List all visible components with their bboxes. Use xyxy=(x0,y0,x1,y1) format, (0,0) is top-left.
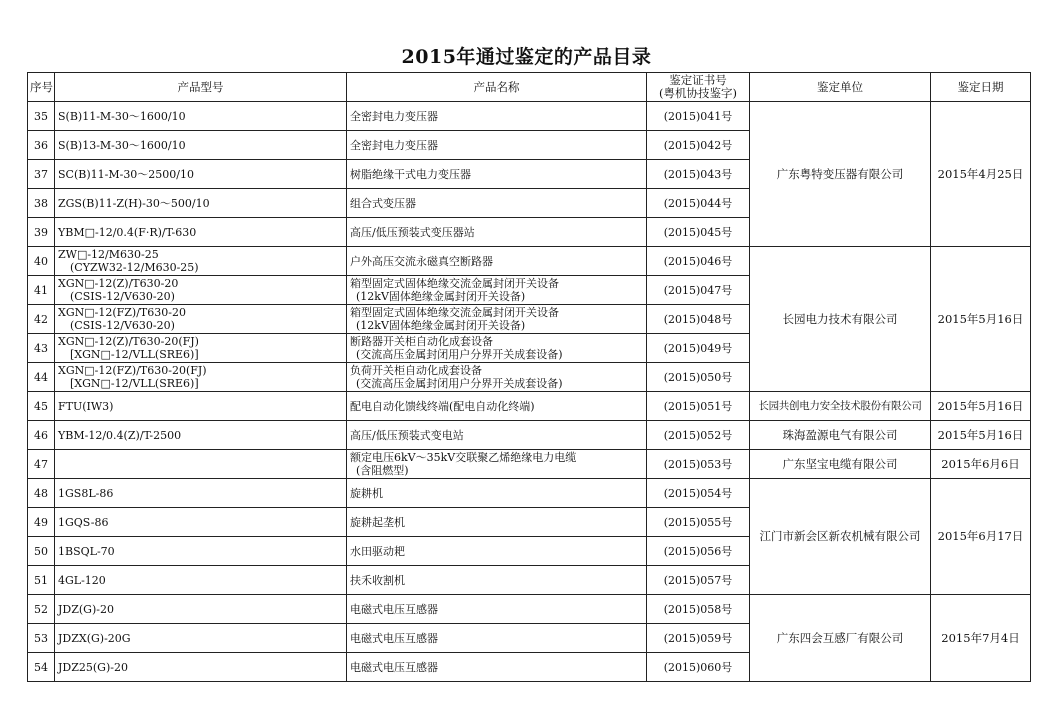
cell-cert: (2015)042号 xyxy=(647,131,750,160)
cell-no: 35 xyxy=(28,102,55,131)
name-line: (交流高压金属封闭用户分界开关成套设备) xyxy=(356,348,563,361)
model-line: 4GL-120 xyxy=(58,573,106,587)
model-line: JDZ25(G)-20 xyxy=(58,660,128,674)
cell-org: 珠海盈源电气有限公司 xyxy=(750,421,931,450)
cell-date: 2015年5月16日 xyxy=(931,247,1031,392)
cell-no: 40 xyxy=(28,247,55,276)
model-line: [XGN□-12/VLL(SRE6)] xyxy=(70,348,199,361)
model-line: ZGS(B)11-Z(H)-30～500/10 xyxy=(58,196,210,210)
cell-model xyxy=(55,363,347,392)
name-line: 配电自动化馈线终端(配电自动化终端) xyxy=(350,399,535,413)
model-line: FTU(IW3) xyxy=(58,399,114,413)
model-line: ZW□-12/M630-25 xyxy=(58,248,159,261)
cell-model xyxy=(55,566,347,595)
name-line: 树脂绝缘干式电力变压器 xyxy=(350,167,471,181)
cell-model xyxy=(55,653,347,682)
cell-no: 47 xyxy=(28,450,55,479)
cell-no: 54 xyxy=(28,653,55,682)
model-line: (CYZW32-12/M630-25) xyxy=(70,261,199,274)
cell-name xyxy=(347,624,647,653)
name-line: 高压/低压预装式变压器站 xyxy=(350,225,475,239)
cell-model xyxy=(55,247,347,276)
cell-name xyxy=(347,276,647,305)
cell-name xyxy=(347,160,647,189)
name-line: 全密封电力变压器 xyxy=(350,109,438,123)
model-line: JDZ(G)-20 xyxy=(58,602,114,616)
page-title: 2015年通过鉴定的产品目录 xyxy=(401,46,652,68)
table-row xyxy=(28,450,1031,479)
cell-no: 52 xyxy=(28,595,55,624)
name-line: 户外高压交流永磁真空断路器 xyxy=(350,254,493,268)
cell-no: 44 xyxy=(28,363,55,392)
header-row xyxy=(28,73,1031,102)
model-line: 1GQS-86 xyxy=(58,515,109,529)
name-line: 额定电压6kV～35kV交联聚乙烯绝缘电力电缆 xyxy=(350,451,577,464)
model-line: XGN□-12(Z)/T630-20(FJ) xyxy=(58,335,199,348)
cell-no: 51 xyxy=(28,566,55,595)
cell-cert: (2015)060号 xyxy=(647,653,750,682)
model-line: XGN□-12(Z)/T630-20 xyxy=(58,277,179,290)
name-line: (12kV固体绝缘金属封闭开关设备) xyxy=(356,290,526,303)
cell-model xyxy=(55,102,347,131)
header-cert-line2: (粤机协技鉴字) xyxy=(659,86,737,100)
cell-date: 2015年6月17日 xyxy=(931,479,1031,595)
model-line: SC(B)11-M-30～2500/10 xyxy=(58,167,195,181)
cell-name xyxy=(347,218,647,247)
cell-no: 46 xyxy=(28,421,55,450)
model-line: (CSIS-12/V630-20) xyxy=(70,319,175,332)
table-row xyxy=(28,247,1031,276)
model-line: XGN□-12(FZ)/T630-20 xyxy=(58,306,186,319)
name-line: 水田驱动耙 xyxy=(350,544,405,558)
cell-org: 江门市新会区新农机械有限公司 xyxy=(750,479,931,595)
cell-cert: (2015)043号 xyxy=(647,160,750,189)
cell-name xyxy=(347,131,647,160)
cell-model xyxy=(55,334,347,363)
model-line: S(B)13-M-30～1600/10 xyxy=(58,138,186,152)
cell-cert: (2015)053号 xyxy=(647,450,750,479)
model-line: S(B)11-M-30～1600/10 xyxy=(58,109,186,123)
cell-date: 2015年5月16日 xyxy=(931,421,1031,450)
cell-cert: (2015)050号 xyxy=(647,363,750,392)
cell-date: 2015年7月4日 xyxy=(931,595,1031,682)
cell-org: 广东坚宝电缆有限公司 xyxy=(750,450,931,479)
cell-no: 50 xyxy=(28,537,55,566)
cell-no: 36 xyxy=(28,131,55,160)
cell-cert: (2015)054号 xyxy=(647,479,750,508)
cell-name xyxy=(347,595,647,624)
cell-cert: (2015)046号 xyxy=(647,247,750,276)
name-line: 旋耕机 xyxy=(350,486,383,500)
model-line: 1GS8L-86 xyxy=(58,486,114,500)
cell-no: 48 xyxy=(28,479,55,508)
cell-cert: (2015)051号 xyxy=(647,392,750,421)
cell-org: 长园共创电力安全技术股份有限公司 xyxy=(750,392,931,421)
cell-cert: (2015)056号 xyxy=(647,537,750,566)
name-line: 旋耕起垄机 xyxy=(350,515,405,529)
cell-name xyxy=(347,537,647,566)
name-line: 箱型固定式固体绝缘交流金属封闭开关设备 xyxy=(350,306,559,319)
cell-name xyxy=(347,653,647,682)
model-line: JDZX(G)-20G xyxy=(58,631,131,645)
name-line: 电磁式电压互感器 xyxy=(350,602,438,616)
cell-no: 38 xyxy=(28,189,55,218)
cell-model xyxy=(55,276,347,305)
header-no: 序号 xyxy=(28,73,55,102)
table-row xyxy=(28,392,1031,421)
cell-model xyxy=(55,537,347,566)
cell-model xyxy=(55,189,347,218)
cell-cert: (2015)048号 xyxy=(647,305,750,334)
cell-model xyxy=(55,218,347,247)
name-line: 电磁式电压互感器 xyxy=(350,660,438,674)
table-row xyxy=(28,102,1031,131)
cell-org: 广东粤特变压器有限公司 xyxy=(750,102,931,247)
cell-name xyxy=(347,450,647,479)
cell-cert: (2015)055号 xyxy=(647,508,750,537)
cell-cert: (2015)041号 xyxy=(647,102,750,131)
cell-cert: (2015)059号 xyxy=(647,624,750,653)
cell-model xyxy=(55,160,347,189)
cell-no: 42 xyxy=(28,305,55,334)
cell-name xyxy=(347,305,647,334)
table-body xyxy=(28,102,1031,682)
cell-name xyxy=(347,421,647,450)
name-line: 扶禾收割机 xyxy=(350,573,405,587)
cell-no: 45 xyxy=(28,392,55,421)
cell-date: 2015年5月16日 xyxy=(931,392,1031,421)
cell-model xyxy=(55,508,347,537)
name-line: 断路器开关柜自动化成套设备 xyxy=(350,335,493,348)
name-line: 组合式变压器 xyxy=(350,196,416,210)
cell-cert: (2015)057号 xyxy=(647,566,750,595)
header-cert-line1: 鉴定证书号 xyxy=(669,73,727,87)
cell-cert: (2015)058号 xyxy=(647,595,750,624)
cell-cert: (2015)045号 xyxy=(647,218,750,247)
name-line: 高压/低压预装式变电站 xyxy=(350,428,464,442)
cell-date: 2015年6月6日 xyxy=(931,450,1031,479)
table-row xyxy=(28,479,1031,508)
cell-org: 长园电力技术有限公司 xyxy=(750,247,931,392)
cell-model xyxy=(55,131,347,160)
cell-name xyxy=(347,334,647,363)
cell-no: 37 xyxy=(28,160,55,189)
cell-no: 53 xyxy=(28,624,55,653)
cell-cert: (2015)049号 xyxy=(647,334,750,363)
model-line: YBM-12/0.4(Z)/T-2500 xyxy=(58,428,182,442)
cell-name xyxy=(347,479,647,508)
cell-model xyxy=(55,450,347,479)
cell-no: 41 xyxy=(28,276,55,305)
model-line: YBM□-12/0.4(F·R)/T-630 xyxy=(58,225,197,239)
cell-model xyxy=(55,595,347,624)
header-name: 产品名称 xyxy=(347,73,647,102)
table-row xyxy=(28,421,1031,450)
cell-cert: (2015)052号 xyxy=(647,421,750,450)
cell-name xyxy=(347,508,647,537)
model-line: 1BSQL-70 xyxy=(58,544,115,558)
cell-date: 2015年4月25日 xyxy=(931,102,1031,247)
cell-cert: (2015)044号 xyxy=(647,189,750,218)
cell-org: 广东四会互感厂有限公司 xyxy=(750,595,931,682)
name-line: 电磁式电压互感器 xyxy=(350,631,438,645)
cell-model xyxy=(55,392,347,421)
model-line: [XGN□-12/VLL(SRE6)] xyxy=(70,377,199,390)
cell-name xyxy=(347,189,647,218)
cell-no: 43 xyxy=(28,334,55,363)
product-table xyxy=(27,72,1031,682)
name-line: 全密封电力变压器 xyxy=(350,138,438,152)
model-line: XGN□-12(FZ)/T630-20(FJ) xyxy=(58,364,207,377)
cell-cert: (2015)047号 xyxy=(647,276,750,305)
cell-model xyxy=(55,305,347,334)
cell-no: 39 xyxy=(28,218,55,247)
cell-model xyxy=(55,479,347,508)
header-date: 鉴定日期 xyxy=(931,73,1031,102)
table-row xyxy=(28,595,1031,624)
name-line: (交流高压金属封闭用户分界开关成套设备) xyxy=(356,377,563,390)
cell-name xyxy=(347,102,647,131)
header-model: 产品型号 xyxy=(55,73,347,102)
name-line: 负荷开关柜自动化成套设备 xyxy=(350,364,482,377)
name-line: (含阻燃型) xyxy=(356,464,409,477)
cell-name xyxy=(347,247,647,276)
cell-model xyxy=(55,624,347,653)
name-line: (12kV固体绝缘金属封闭开关设备) xyxy=(356,319,526,332)
cell-name xyxy=(347,363,647,392)
cell-model xyxy=(55,421,347,450)
header-org: 鉴定单位 xyxy=(750,73,931,102)
cell-name xyxy=(347,566,647,595)
model-line: (CSIS-12/V630-20) xyxy=(70,290,175,303)
header-cert xyxy=(647,73,750,102)
cell-name xyxy=(347,392,647,421)
cell-no: 49 xyxy=(28,508,55,537)
name-line: 箱型固定式固体绝缘交流金属封闭开关设备 xyxy=(350,277,559,290)
